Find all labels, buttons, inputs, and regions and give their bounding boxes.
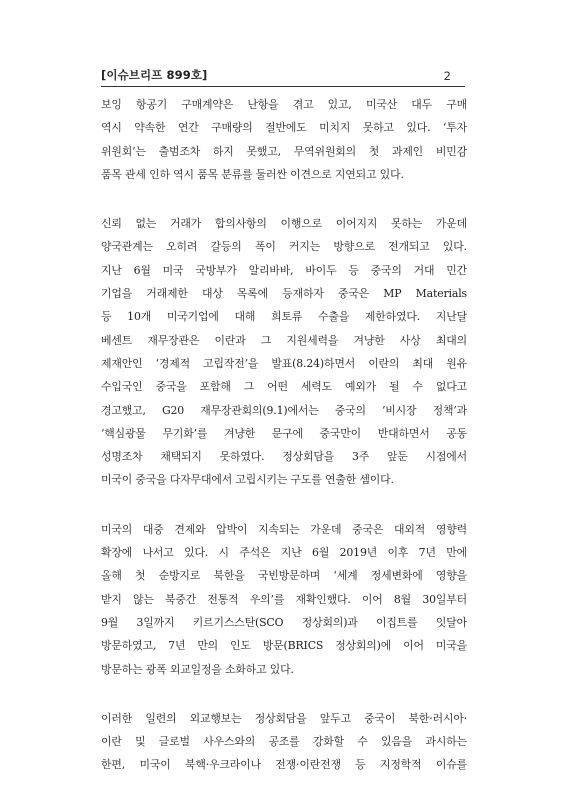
page-number: 2 <box>443 69 451 83</box>
text-line: 올해 첫 순방지로 북한을 국빈방문하며 ‘세계 정세변화에 영향을 <box>101 569 467 583</box>
text-line: 미국이 중국을 다자무대에서 고립시키는 구도를 연출한 셈이다. <box>101 473 394 487</box>
text-line: 방문하는 광폭 외교일정을 소화하고 있다. <box>101 662 294 676</box>
text-line: 방문하였고, 7년 만의 인도 방문(BRICS 정상회의)에 이어 미국을 <box>101 639 467 653</box>
paragraph-2 <box>101 212 467 492</box>
text-line: 9월 3일까지 키르기스스탄(SCO 정상회의)과 이집트를 잇달아 <box>101 615 467 629</box>
paragraph-4 <box>101 707 467 777</box>
text-line: 경고했고, G20 재무장관회의(9.1)에서는 중국의 ‘비시장 정책’과 <box>101 403 467 417</box>
text-line: 한편, 미국이 북핵·우크라이나 전쟁·이란전쟁 등 지정학적 이슈를 <box>101 758 467 772</box>
text-line: 성명조차 채택되지 못하였다. 정상회담을 3주 앞둔 시점에서 <box>101 450 467 464</box>
text-line: 품목 관세 인하 역시 품목 분류를 둘러싼 이견으로 지연되고 있다. <box>101 167 404 181</box>
text-line: ‘핵심광물 무기화’를 겨냥한 문구에 중국만이 반대하면서 공동 <box>101 426 467 440</box>
text-line: 받지 않는 북중간 전통적 우의’를 재확인했다. 이어 8월 30일부터 <box>101 592 467 606</box>
text-line: 수입국인 중국을 포함해 그 어떤 세력도 예외가 될 수 없다고 <box>101 380 467 394</box>
page-header <box>101 64 465 87</box>
text-line: 확장에 나서고 있다. 시 주석은 지난 6월 2019년 이후 7년 만에 <box>101 546 467 560</box>
document-body <box>101 93 467 803</box>
text-line: 등 10개 미국기업에 대해 희토류 수출을 제한하였다. 지난달 <box>101 310 467 324</box>
text-line: 제재안인 ‘경제적 고립작전’을 발표(8.24)하면서 이란의 최대 원유 <box>101 356 467 370</box>
text-line: 위원회’는 출범조차 하지 못했고, 무역위원회의 첫 과제인 비민감 <box>101 144 467 158</box>
text-line: 보잉 항공기 구매계약은 난항을 겪고 있고, 미국산 대두 구매 <box>101 98 467 111</box>
paragraph-1 <box>101 93 467 186</box>
issue-brief-title: [이슈브리프 899호] <box>101 68 208 82</box>
text-line: 미국의 대중 견제와 압박이 지속되는 가운데 중국은 대외적 영향력 <box>101 522 467 536</box>
text-line: 지난 6월 미국 국방부가 알리바바, 바이두 등 중국의 거대 민간 <box>101 263 467 277</box>
text-line: 양국관계는 오히려 갈등의 폭이 커지는 방향으로 전개되고 있다. <box>101 240 467 254</box>
text-line: 역시 약속한 연간 구매량의 절반에도 미치지 못하고 있다. ‘투자 <box>101 121 467 135</box>
text-line: 신뢰 없는 거래가 합의사항의 이행으로 이어지지 못하는 가운데 <box>101 217 467 231</box>
text-line: 기업을 거래제한 대상 목록에 등재하자 중국은 MP Materials <box>101 287 467 301</box>
text-line: 이란 및 글로벌 사우스와의 공조를 강화할 수 있음을 과시하는 <box>101 735 467 749</box>
paragraph-3 <box>101 518 467 681</box>
text-line: 베센트 재무장관은 이란과 그 지원세력을 겨냥한 사상 최대의 <box>101 333 467 347</box>
text-line: 이러한 일련의 외교행보는 정상회담을 앞두고 중국이 북한·러시아· <box>101 711 467 725</box>
